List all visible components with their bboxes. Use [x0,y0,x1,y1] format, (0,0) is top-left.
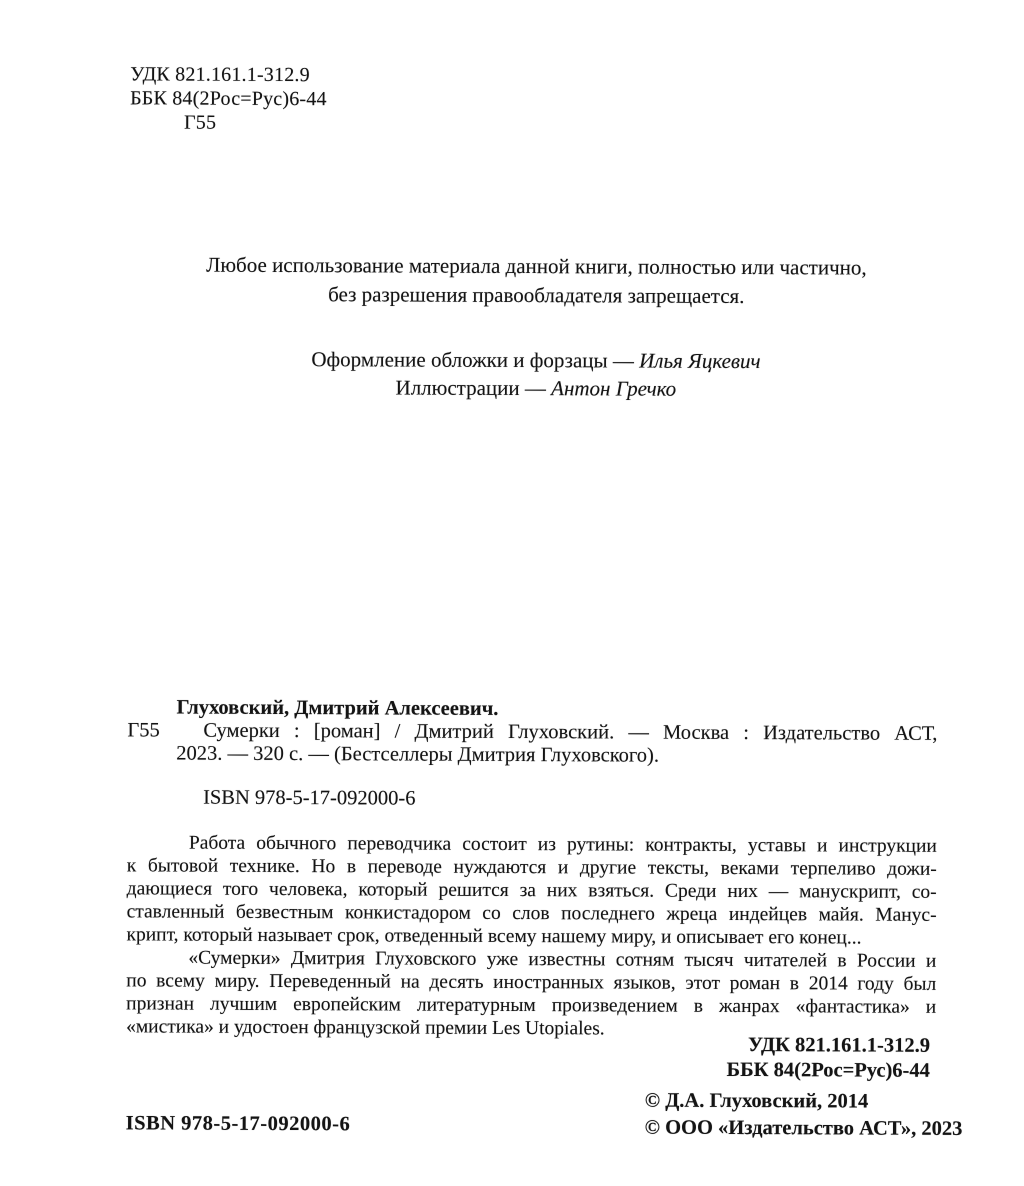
bbk-code: ББК 84(2Рос=Рус)6-44 [130,87,327,111]
bib-title-line: Сумерки : [роман] / Дмитрий Глуховский. — Москва : Издательство АСТ, [203,719,938,745]
annotation-line: дающиеся того человека, который решится за них взяться. Среди них — манускрипт, со- [126,878,937,903]
bottom-codes-block [727,1033,931,1084]
copyright-publisher: © ООО «Издательство АСТ», 2023 [644,1116,963,1140]
notice-line-1: Любое использование материала данной книги, полностью или частично, [206,252,867,280]
notice-line-2: без разрешения правообладателя запрещается. [328,282,745,309]
annotation-line: «мистика» и удостоен французской премии Les Utopiales. [126,1016,605,1040]
udk-code: УДК 821.161.1-312.9 [130,63,310,87]
cover-credit-label: Оформление обложки и форзацы — [311,347,640,373]
annotation-line: «Сумерки» Дмитрия Глуховского уже известны сотням тысяч читателей в России и [188,947,937,972]
annotation-line: Работа обычного переводчика состоит из рутины: контракты, уставы и инструкции [188,832,937,857]
annotation-line: крипт, который называет срок, отведенный всему нашему миру, и описывает его конец... [126,924,862,949]
credits-block [131,344,941,404]
isbn-top: ISBN 978-5-17-092000-6 [203,786,416,810]
illustrator-name: Антон Гречко [551,376,677,401]
copyright-block [645,1088,963,1143]
bib-title-continuation: 2023. — 320 с. — (Бестселлеры Дмитрия Глуховского). [176,742,660,767]
bib-author-header: Глуховский, Дмитрий Алексеевич. [176,696,499,720]
annotation-line: признан лучшим европейским литературным произведением в жанрах «фантастика» и [126,993,937,1018]
bib-author-code: Г55 [127,719,160,742]
annotation-line: по всему миру. Переведенный на десять иностранных языков, этот роман в 2014 году был [126,970,937,995]
bibliographic-entry [127,696,937,769]
annotation-line: ставленный безвестным конкистадором со слов последнего жреца индейцев майя. Манус- [126,901,937,926]
bib-title-row [127,719,937,746]
bbk-code-bottom: ББК 84(2Рос=Рус)6-44 [726,1058,930,1082]
author-sign-code: Г55 [183,111,217,134]
copyright-author: © Д.А. Глуховский, 2014 [644,1089,869,1113]
cover-designer-name: Илья Яцкевич [639,348,761,374]
illustrations-credit [131,372,941,404]
top-codes-block [130,62,327,135]
udk-code-bottom: УДК 821.161.1-312.9 [747,1034,931,1057]
annotation-line: к бытовой технике. Но в переводе нуждаются и другие тексты, веками терпеливо дожи- [126,855,937,880]
isbn-bottom: ISBN 978-5-17-092000-6 [125,1112,351,1136]
illustrations-credit-label: Иллюстрации — [395,375,552,401]
annotation-block [126,831,937,1042]
copyright-notice [131,250,941,312]
cover-credit [131,344,941,376]
